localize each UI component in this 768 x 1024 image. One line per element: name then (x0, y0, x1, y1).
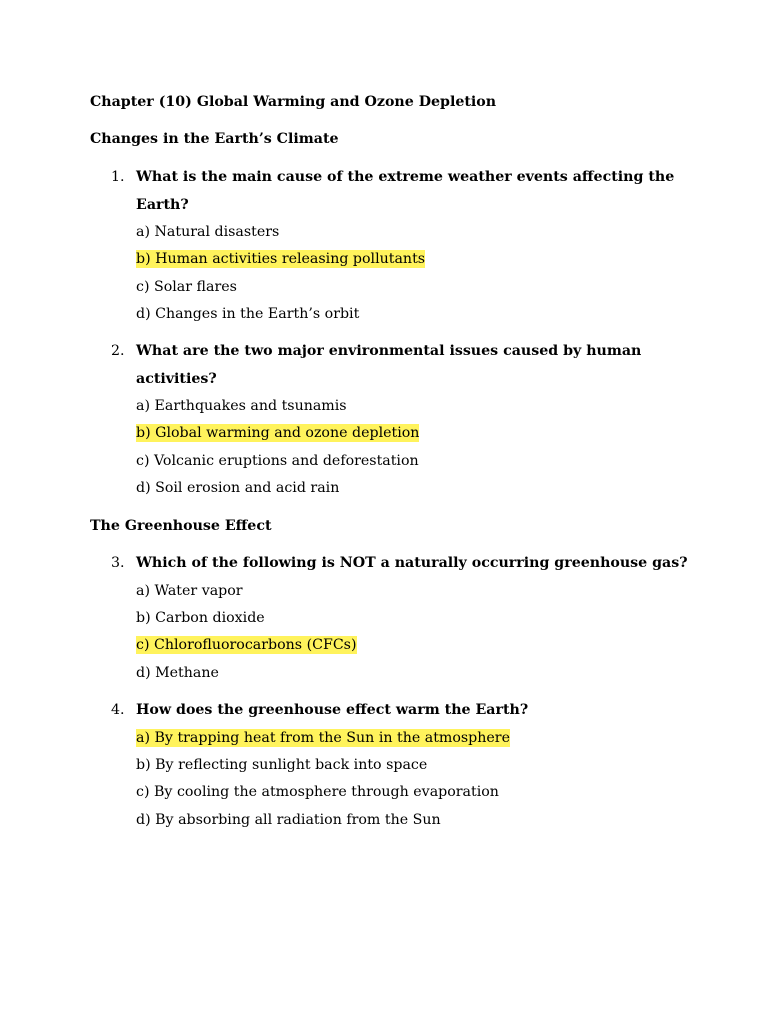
answer-option-b: b) By reflecting sunlight back into space (136, 756, 428, 773)
answer-option-d: d) Soil erosion and acid rain (136, 480, 340, 497)
answer-option-c: c) Volcanic eruptions and deforestation (136, 452, 419, 469)
question-number: 1. (111, 169, 125, 185)
answer-option-c-highlighted: c) Chlorofluorocarbons (CFCs) (136, 637, 357, 654)
answer-option-b: b) Carbon dioxide (136, 609, 265, 626)
question-text: What is the main cause of the extreme weather events affecting the Earth? (136, 169, 675, 213)
question-text: How does the greenhouse effect warm the Earth? (136, 702, 529, 718)
answer-option-c: c) Solar flares (136, 278, 237, 295)
answer-option-c: c) By cooling the atmosphere through evaporation (136, 784, 499, 801)
chapter-title: Chapter (10) Global Warming and Ozone Depletion (90, 94, 497, 110)
answer-option-d: d) Changes in the Earth’s orbit (136, 306, 360, 323)
section-title: The Greenhouse Effect (90, 518, 272, 534)
question-text: Which of the following is NOT a naturally occurring greenhouse gas? (136, 555, 688, 571)
question-4 (111, 697, 691, 834)
section-title: Changes in the Earth’s Climate (90, 131, 339, 147)
question-2 (111, 338, 691, 503)
answer-option-d: d) By absorbing all radiation from the Sun (136, 811, 441, 828)
answer-option-a: a) Earthquakes and tsunamis (136, 398, 347, 414)
question-number: 3. (111, 555, 125, 571)
question-number: 2. (111, 343, 125, 359)
question-number: 4. (111, 702, 125, 718)
answer-option-d: d) Methane (136, 664, 219, 681)
answer-option-a: a) Natural disasters (136, 224, 280, 240)
answer-option-b-highlighted: b) Global warming and ozone depletion (136, 425, 420, 442)
question-1 (111, 164, 691, 329)
answer-option-b-highlighted: b) Human activities releasing pollutants (136, 251, 426, 268)
question-text: What are the two major environmental issues caused by human activities? (136, 343, 642, 387)
answer-option-a: a) Water vapor (136, 582, 243, 599)
question-3 (111, 550, 691, 687)
answer-option-a-highlighted: a) By trapping heat from the Sun in the atmosphere (136, 729, 510, 746)
